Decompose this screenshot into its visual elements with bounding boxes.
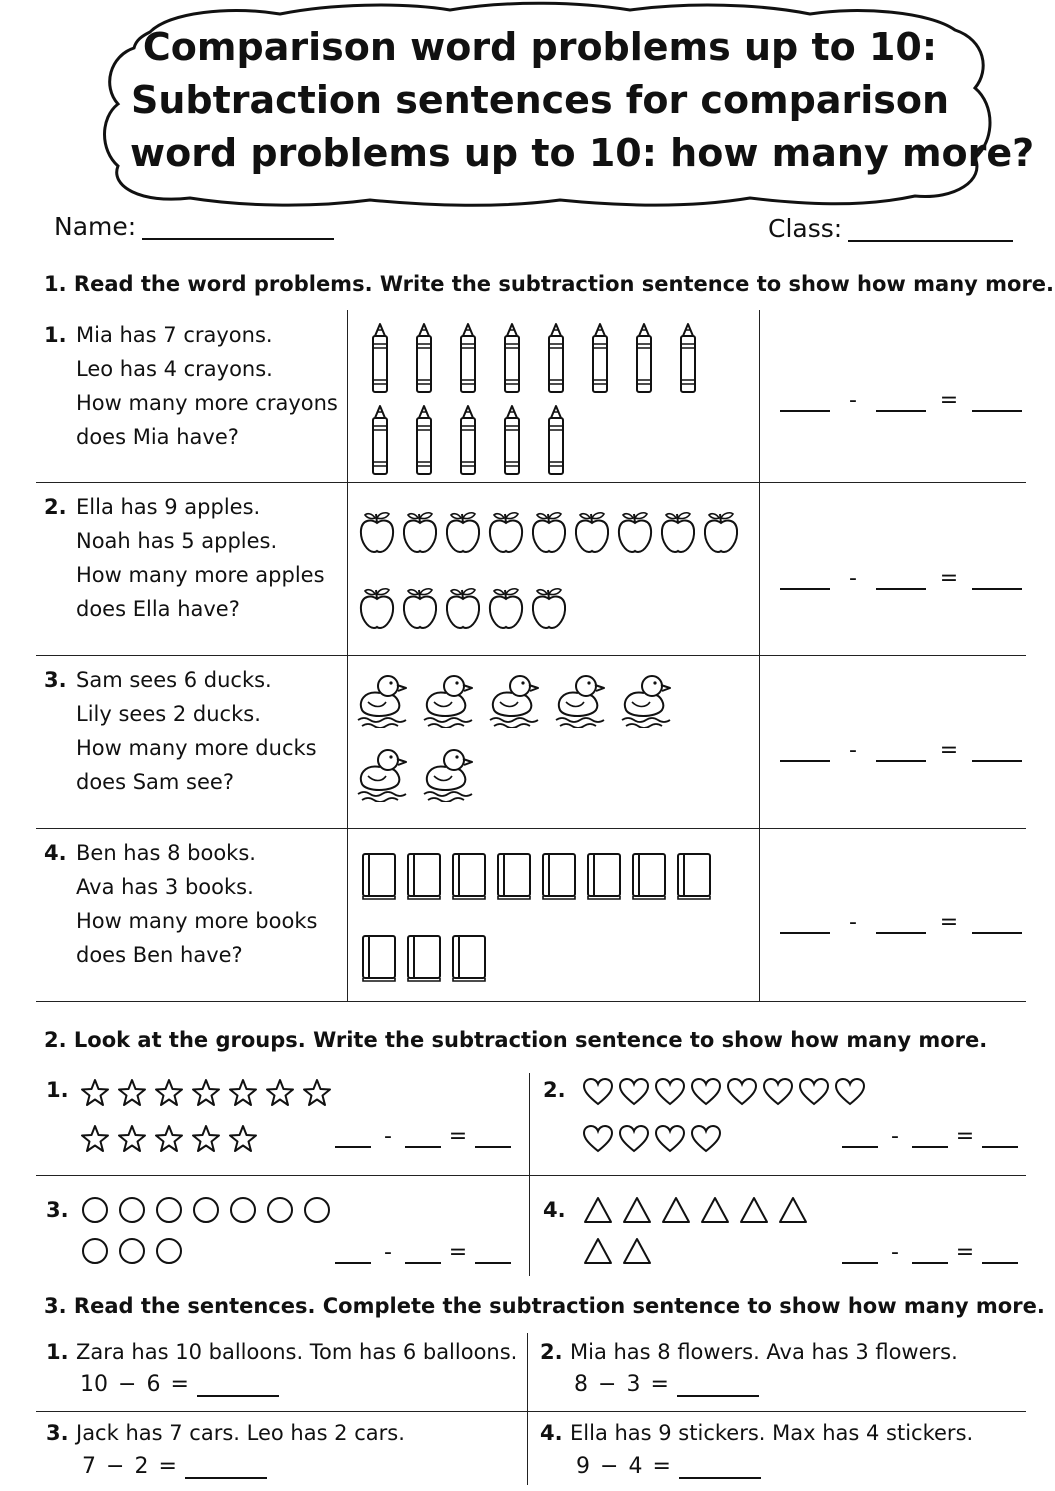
answer-blank[interactable] bbox=[780, 388, 830, 412]
equals-sign: = bbox=[158, 1454, 177, 1479]
problem-line bbox=[44, 420, 338, 454]
equals-sign: = bbox=[170, 1372, 189, 1397]
crayon-icon bbox=[502, 404, 522, 476]
star-icon bbox=[191, 1078, 221, 1108]
problem-text: How many more books bbox=[76, 909, 318, 933]
answer-blank[interactable] bbox=[197, 1373, 279, 1397]
heart-icon bbox=[690, 1077, 722, 1107]
subtraction-expression bbox=[80, 1372, 279, 1397]
problem-number: 1. bbox=[44, 323, 67, 347]
problem-line bbox=[44, 870, 317, 904]
subtraction-expression bbox=[574, 1372, 759, 1397]
group-sentence-1 bbox=[335, 1124, 511, 1148]
book-icon bbox=[495, 852, 533, 900]
name-label: Name: bbox=[54, 212, 137, 241]
answer-blank[interactable] bbox=[876, 738, 926, 762]
sentence-item-1 bbox=[46, 1340, 517, 1364]
apple-icon bbox=[659, 510, 697, 554]
crayon-icon bbox=[590, 322, 610, 394]
row-divider bbox=[36, 828, 1026, 829]
item-number: 2. bbox=[540, 1340, 563, 1364]
group-sentence-2 bbox=[842, 1124, 1018, 1148]
answer-blank[interactable] bbox=[780, 566, 830, 590]
duck-icon bbox=[554, 672, 606, 728]
equals-sign: = bbox=[448, 1240, 468, 1265]
equals-sign: = bbox=[652, 1454, 671, 1479]
triangle-icon bbox=[622, 1196, 652, 1224]
minus-sign: - bbox=[849, 738, 857, 763]
minus-sign: - bbox=[384, 1240, 392, 1265]
apple-icon bbox=[616, 510, 654, 554]
problem-text: Sam sees 6 ducks. bbox=[76, 668, 272, 692]
problem-text: How many more apples bbox=[76, 563, 325, 587]
apple-icon bbox=[401, 510, 439, 554]
heart-icon bbox=[654, 1124, 686, 1154]
answer-blank[interactable] bbox=[912, 1240, 948, 1264]
group-number: 3. bbox=[46, 1198, 69, 1222]
subtraction-sentence-1 bbox=[780, 388, 1022, 412]
apple-icon bbox=[444, 510, 482, 554]
minus-sign: - bbox=[891, 1124, 899, 1149]
equals-sign: = bbox=[939, 910, 959, 935]
minus-sign: − bbox=[106, 1454, 125, 1479]
book-icon bbox=[675, 852, 713, 900]
class-field[interactable] bbox=[848, 240, 1013, 242]
answer-blank[interactable] bbox=[876, 388, 926, 412]
star-icon bbox=[117, 1078, 147, 1108]
answer-blank[interactable] bbox=[405, 1124, 441, 1148]
problem-text: Leo has 4 crayons. bbox=[76, 357, 273, 381]
book-icon bbox=[405, 934, 443, 982]
circle-icon bbox=[81, 1196, 109, 1224]
sentence-item-3 bbox=[46, 1421, 405, 1445]
item-text: Mia has 8 flowers. Ava has 3 flowers. bbox=[570, 1340, 958, 1364]
duck-icon bbox=[356, 746, 408, 802]
subtrahend: 2 bbox=[134, 1454, 149, 1479]
sentence-item-4 bbox=[540, 1421, 973, 1445]
crayon-icon bbox=[502, 322, 522, 394]
item-number: 3. bbox=[46, 1421, 69, 1445]
apple-icon bbox=[401, 586, 439, 630]
duck-icon bbox=[356, 672, 408, 728]
triangle-icon bbox=[583, 1237, 613, 1265]
book-icon bbox=[585, 852, 623, 900]
heart-icon bbox=[654, 1077, 686, 1107]
answer-blank[interactable] bbox=[876, 566, 926, 590]
section2-instruction: 2. Look at the groups. Write the subtraction sentence to show how many more. bbox=[44, 1028, 988, 1052]
equals-sign: = bbox=[650, 1372, 669, 1397]
apple-icon bbox=[487, 510, 525, 554]
apple-icon bbox=[530, 510, 568, 554]
minus-sign: − bbox=[600, 1454, 619, 1479]
item-text: Jack has 7 cars. Leo has 2 cars. bbox=[76, 1421, 405, 1445]
problem-line bbox=[44, 731, 317, 765]
word-problem-2 bbox=[44, 490, 325, 626]
answer-blank[interactable] bbox=[475, 1124, 511, 1148]
word-problem-4 bbox=[44, 836, 317, 972]
circle-icon bbox=[229, 1196, 257, 1224]
circle-icon bbox=[81, 1237, 109, 1265]
word-problem-3 bbox=[44, 663, 317, 799]
equals-sign: = bbox=[955, 1124, 975, 1149]
item-number: 1. bbox=[46, 1340, 69, 1364]
group-sentence-4 bbox=[842, 1240, 1018, 1264]
sentence-item-2 bbox=[540, 1340, 958, 1364]
group-sentence-3 bbox=[335, 1240, 511, 1264]
equals-sign: = bbox=[955, 1240, 975, 1265]
section3-instruction: 3. Read the sentences. Complete the subtraction sentence to show how many more. bbox=[44, 1294, 1045, 1318]
problem-text: Ava has 3 books. bbox=[76, 875, 254, 899]
subtraction-expression bbox=[576, 1454, 761, 1479]
answer-blank[interactable] bbox=[780, 738, 830, 762]
problem-line bbox=[44, 765, 317, 799]
apple-icon bbox=[358, 510, 396, 554]
problem-text: Lily sees 2 ducks. bbox=[76, 702, 261, 726]
subtraction-sentence-2 bbox=[780, 566, 1022, 590]
triangle-icon bbox=[622, 1237, 652, 1265]
minuend: 7 bbox=[82, 1454, 96, 1479]
minus-sign: - bbox=[849, 566, 857, 591]
apple-icon bbox=[358, 586, 396, 630]
item-text: Ella has 9 stickers. Max has 4 stickers. bbox=[570, 1421, 974, 1445]
problem-line bbox=[44, 663, 317, 697]
problem-number: 3. bbox=[44, 668, 67, 692]
circle-icon bbox=[192, 1196, 220, 1224]
equals-sign: = bbox=[939, 738, 959, 763]
subtrahend: 3 bbox=[626, 1372, 641, 1397]
group-number: 2. bbox=[543, 1078, 566, 1102]
heart-icon bbox=[618, 1077, 650, 1107]
title-line-2: Subtraction sentences for comparison bbox=[130, 78, 950, 122]
column-divider bbox=[759, 310, 760, 1001]
duck-icon bbox=[620, 672, 672, 728]
problem-line bbox=[44, 524, 325, 558]
heart-icon bbox=[726, 1077, 758, 1107]
star-icon bbox=[154, 1078, 184, 1108]
star-icon bbox=[80, 1124, 110, 1154]
problem-text: does Sam see? bbox=[76, 770, 234, 794]
crayon-icon bbox=[458, 404, 478, 476]
problem-text: does Ben have? bbox=[76, 943, 243, 967]
circle-icon bbox=[266, 1196, 294, 1224]
heart-icon bbox=[834, 1077, 866, 1107]
row-divider bbox=[36, 1411, 1026, 1412]
problem-text: How many more crayons bbox=[76, 391, 338, 415]
item-number: 4. bbox=[540, 1421, 563, 1445]
problem-text: Ella has 9 apples. bbox=[76, 495, 261, 519]
minus-sign: - bbox=[849, 388, 857, 413]
name-field[interactable] bbox=[142, 238, 334, 240]
book-icon bbox=[450, 934, 488, 982]
title-line-1: Comparison word problems up to 10: bbox=[142, 25, 938, 69]
answer-blank[interactable] bbox=[972, 738, 1022, 762]
crayon-icon bbox=[634, 322, 654, 394]
section1-instruction: 1. Read the word problems. Write the subtraction sentence to show how many more. bbox=[44, 272, 1055, 296]
equals-sign: = bbox=[448, 1124, 468, 1149]
subtraction-sentence-3 bbox=[780, 738, 1022, 762]
answer-blank[interactable] bbox=[972, 910, 1022, 934]
subtraction-expression bbox=[82, 1454, 267, 1479]
heart-icon bbox=[618, 1124, 650, 1154]
heart-icon bbox=[762, 1077, 794, 1107]
crayon-icon bbox=[546, 404, 566, 476]
crayon-icon bbox=[414, 404, 434, 476]
problem-line bbox=[44, 558, 325, 592]
apple-icon bbox=[487, 586, 525, 630]
triangle-icon bbox=[700, 1196, 730, 1224]
heart-icon bbox=[582, 1124, 614, 1154]
heart-icon bbox=[690, 1124, 722, 1154]
crayon-icon bbox=[458, 322, 478, 394]
problem-text: does Ella have? bbox=[76, 597, 240, 621]
triangle-icon bbox=[583, 1196, 613, 1224]
problem-number: 4. bbox=[44, 841, 67, 865]
row-divider bbox=[36, 1175, 1026, 1176]
star-icon bbox=[265, 1078, 295, 1108]
star-icon bbox=[191, 1124, 221, 1154]
column-divider bbox=[527, 1333, 528, 1485]
group-number: 1. bbox=[46, 1078, 69, 1102]
problem-text: does Mia have? bbox=[76, 425, 239, 449]
answer-blank[interactable] bbox=[982, 1124, 1018, 1148]
answer-blank[interactable] bbox=[972, 388, 1022, 412]
crayon-icon bbox=[370, 404, 390, 476]
equals-sign: = bbox=[939, 388, 959, 413]
triangle-icon bbox=[661, 1196, 691, 1224]
group-number: 4. bbox=[543, 1198, 566, 1222]
row-divider bbox=[36, 655, 1026, 656]
title-line-3: word problems up to 10: how many more? bbox=[130, 131, 1035, 175]
book-icon bbox=[540, 852, 578, 900]
star-icon bbox=[154, 1124, 184, 1154]
class-label: Class: bbox=[768, 214, 843, 243]
problem-number: 2. bbox=[44, 495, 67, 519]
apple-icon bbox=[573, 510, 611, 554]
answer-blank[interactable] bbox=[972, 566, 1022, 590]
answer-blank[interactable] bbox=[912, 1124, 948, 1148]
minus-sign: - bbox=[384, 1124, 392, 1149]
circle-icon bbox=[118, 1237, 146, 1265]
minus-sign: − bbox=[118, 1372, 137, 1397]
problem-line bbox=[44, 836, 317, 870]
answer-blank[interactable] bbox=[876, 910, 926, 934]
row-divider bbox=[36, 482, 1026, 483]
problem-text: Mia has 7 crayons. bbox=[76, 323, 273, 347]
problem-line bbox=[44, 352, 338, 386]
book-icon bbox=[630, 852, 668, 900]
problem-line bbox=[44, 697, 317, 731]
minus-sign: - bbox=[891, 1240, 899, 1265]
apple-icon bbox=[444, 586, 482, 630]
star-icon bbox=[302, 1078, 332, 1108]
circle-icon bbox=[155, 1237, 183, 1265]
answer-blank[interactable] bbox=[335, 1124, 371, 1148]
crayon-icon bbox=[546, 322, 566, 394]
equals-sign: = bbox=[939, 566, 959, 591]
circle-icon bbox=[118, 1196, 146, 1224]
heart-icon bbox=[582, 1077, 614, 1107]
star-icon bbox=[228, 1078, 258, 1108]
answer-blank[interactable] bbox=[679, 1455, 761, 1479]
minuend: 9 bbox=[576, 1454, 590, 1479]
apple-icon bbox=[702, 510, 740, 554]
triangle-icon bbox=[739, 1196, 769, 1224]
book-icon bbox=[360, 852, 398, 900]
subtrahend: 4 bbox=[628, 1454, 643, 1479]
star-icon bbox=[80, 1078, 110, 1108]
apple-icon bbox=[530, 586, 568, 630]
minus-sign: - bbox=[849, 910, 857, 935]
minuend: 8 bbox=[574, 1372, 588, 1397]
circle-icon bbox=[303, 1196, 331, 1224]
problem-line bbox=[44, 318, 338, 352]
problem-line bbox=[44, 386, 338, 420]
minus-sign: − bbox=[598, 1372, 617, 1397]
answer-blank[interactable] bbox=[475, 1240, 511, 1264]
crayon-icon bbox=[370, 322, 390, 394]
problem-line bbox=[44, 490, 325, 524]
crayon-icon bbox=[678, 322, 698, 394]
minuend: 10 bbox=[80, 1372, 108, 1397]
answer-blank[interactable] bbox=[982, 1240, 1018, 1264]
problem-text: Noah has 5 apples. bbox=[76, 529, 278, 553]
subtrahend: 6 bbox=[146, 1372, 161, 1397]
book-icon bbox=[450, 852, 488, 900]
heart-icon bbox=[798, 1077, 830, 1107]
star-icon bbox=[117, 1124, 147, 1154]
problem-line bbox=[44, 592, 325, 626]
answer-blank[interactable] bbox=[335, 1240, 371, 1264]
answer-blank[interactable] bbox=[842, 1240, 878, 1264]
star-icon bbox=[228, 1124, 258, 1154]
circle-icon bbox=[155, 1196, 183, 1224]
duck-icon bbox=[422, 746, 474, 802]
problem-text: How many more ducks bbox=[76, 736, 317, 760]
problem-line bbox=[44, 904, 317, 938]
answer-blank[interactable] bbox=[780, 910, 830, 934]
crayon-icon bbox=[414, 322, 434, 394]
triangle-icon bbox=[778, 1196, 808, 1224]
answer-blank[interactable] bbox=[842, 1124, 878, 1148]
problem-text: Ben has 8 books. bbox=[76, 841, 256, 865]
word-problem-1 bbox=[44, 318, 338, 454]
book-icon bbox=[360, 934, 398, 982]
column-divider bbox=[347, 310, 348, 1001]
duck-icon bbox=[488, 672, 540, 728]
book-icon bbox=[405, 852, 443, 900]
item-text: Zara has 10 balloons. Tom has 6 balloons. bbox=[76, 1340, 518, 1364]
answer-blank[interactable] bbox=[677, 1373, 759, 1397]
answer-blank[interactable] bbox=[185, 1455, 267, 1479]
row-divider bbox=[36, 1001, 1026, 1002]
problem-line bbox=[44, 938, 317, 972]
answer-blank[interactable] bbox=[405, 1240, 441, 1264]
subtraction-sentence-4 bbox=[780, 910, 1022, 934]
duck-icon bbox=[422, 672, 474, 728]
